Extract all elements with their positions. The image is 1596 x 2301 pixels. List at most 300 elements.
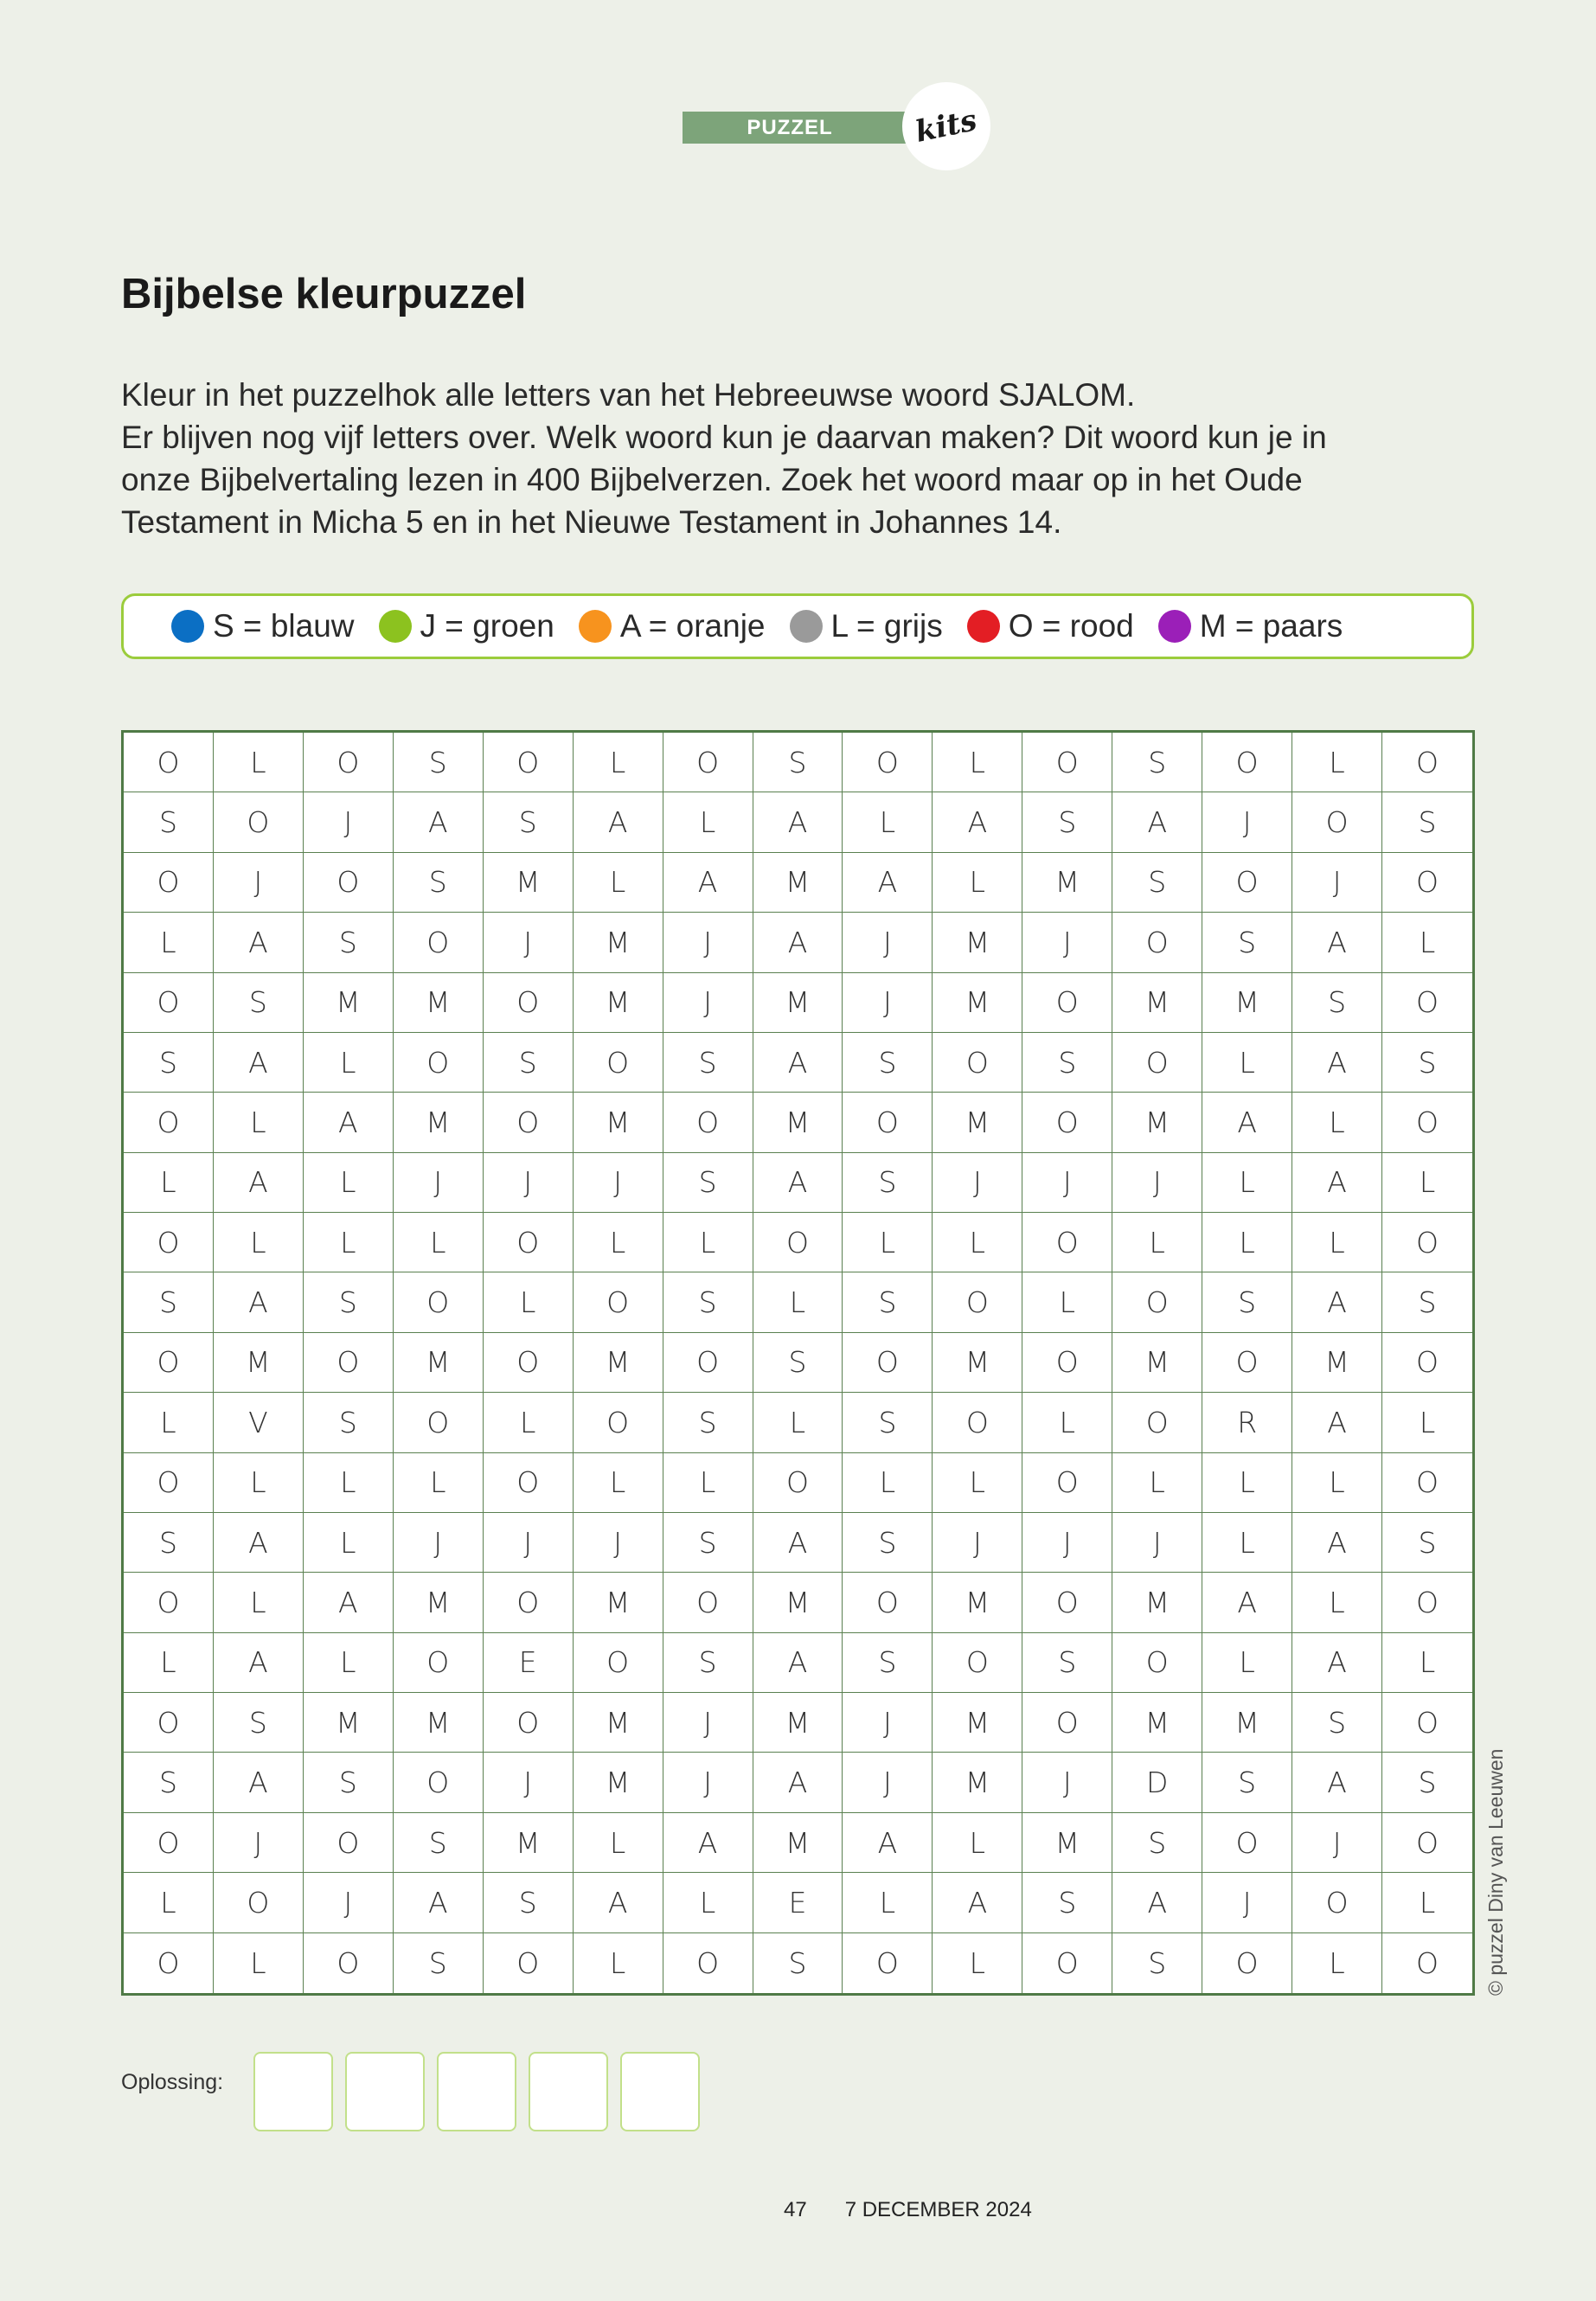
grid-cell[interactable]: O (1022, 1213, 1112, 1272)
grid-cell[interactable]: A (1292, 1633, 1382, 1693)
grid-cell[interactable]: L (1202, 1213, 1292, 1272)
grid-cell[interactable]: A (843, 1813, 933, 1873)
grid-cell[interactable]: M (933, 1093, 1022, 1152)
grid-cell[interactable]: L (574, 1453, 663, 1513)
grid-cell[interactable]: M (574, 1753, 663, 1812)
grid-cell[interactable]: O (484, 1333, 574, 1393)
solution-box[interactable] (345, 2052, 425, 2131)
grid-cell[interactable]: A (843, 853, 933, 913)
grid-cell[interactable]: M (1112, 1333, 1202, 1393)
grid-cell[interactable]: L (1202, 1513, 1292, 1573)
grid-cell[interactable]: S (214, 973, 304, 1033)
grid-cell[interactable]: J (1022, 1753, 1112, 1812)
grid-cell[interactable]: O (663, 1573, 753, 1632)
grid-cell[interactable]: J (484, 1153, 574, 1213)
grid-cell[interactable]: L (1292, 1213, 1382, 1272)
grid-cell[interactable]: O (574, 1033, 663, 1093)
grid-cell[interactable]: M (933, 973, 1022, 1033)
grid-cell[interactable]: L (574, 1813, 663, 1873)
grid-cell[interactable]: L (1112, 1453, 1202, 1513)
grid-cell[interactable]: L (843, 792, 933, 852)
grid-cell[interactable]: L (1202, 1033, 1292, 1093)
grid-cell[interactable]: A (214, 913, 304, 972)
grid-cell[interactable]: M (933, 1693, 1022, 1753)
grid-cell[interactable]: S (1022, 792, 1112, 852)
grid-cell[interactable]: O (843, 1933, 933, 1993)
grid-cell[interactable]: S (394, 733, 484, 792)
grid-cell[interactable]: S (394, 1813, 484, 1873)
grid-cell[interactable]: J (214, 853, 304, 913)
grid-cell[interactable]: O (843, 1333, 933, 1393)
grid-cell[interactable]: J (574, 1153, 663, 1213)
grid-cell[interactable]: J (214, 1813, 304, 1873)
grid-cell[interactable]: L (394, 1453, 484, 1513)
grid-cell[interactable]: D (1112, 1753, 1202, 1812)
grid-cell[interactable]: S (843, 1633, 933, 1693)
grid-cell[interactable]: A (663, 1813, 753, 1873)
grid-cell[interactable]: A (753, 1513, 843, 1573)
grid-cell[interactable]: O (304, 853, 394, 913)
grid-cell[interactable]: J (484, 913, 574, 972)
grid-cell[interactable]: M (304, 1693, 394, 1753)
grid-cell[interactable]: S (1202, 1272, 1292, 1332)
grid-cell[interactable]: L (304, 1153, 394, 1213)
grid-cell[interactable]: A (933, 1873, 1022, 1932)
grid-cell[interactable]: M (1022, 1813, 1112, 1873)
grid-cell[interactable]: O (753, 1453, 843, 1513)
grid-cell[interactable]: A (1292, 1033, 1382, 1093)
grid-cell[interactable]: L (574, 853, 663, 913)
grid-cell[interactable]: O (124, 1813, 214, 1873)
grid-cell[interactable]: S (124, 1513, 214, 1573)
grid-cell[interactable]: A (214, 1633, 304, 1693)
grid-cell[interactable]: L (933, 1453, 1022, 1513)
grid-cell[interactable]: L (1382, 1393, 1472, 1452)
grid-cell[interactable]: O (843, 1093, 933, 1152)
grid-cell[interactable]: L (933, 1813, 1022, 1873)
grid-cell[interactable]: M (304, 973, 394, 1033)
grid-cell[interactable]: V (214, 1393, 304, 1452)
grid-cell[interactable]: S (124, 792, 214, 852)
grid-cell[interactable]: M (1112, 1093, 1202, 1152)
grid-cell[interactable]: J (304, 1873, 394, 1932)
grid-cell[interactable]: O (394, 1033, 484, 1093)
grid-cell[interactable]: S (1382, 1272, 1472, 1332)
grid-cell[interactable]: M (484, 853, 574, 913)
grid-cell[interactable]: S (124, 1753, 214, 1812)
grid-cell[interactable]: O (1202, 1333, 1292, 1393)
grid-cell[interactable]: M (753, 973, 843, 1033)
grid-cell[interactable]: E (484, 1633, 574, 1693)
grid-cell[interactable]: A (304, 1573, 394, 1632)
grid-cell[interactable]: L (1022, 1393, 1112, 1452)
grid-cell[interactable]: L (214, 1573, 304, 1632)
grid-cell[interactable]: M (933, 1573, 1022, 1632)
grid-cell[interactable]: O (1202, 1933, 1292, 1993)
grid-cell[interactable]: O (124, 973, 214, 1033)
grid-cell[interactable]: O (124, 733, 214, 792)
grid-cell[interactable]: L (843, 1873, 933, 1932)
grid-cell[interactable]: O (1202, 733, 1292, 792)
grid-cell[interactable]: O (124, 1333, 214, 1393)
grid-cell[interactable]: L (933, 1933, 1022, 1993)
solution-box[interactable] (529, 2052, 608, 2131)
grid-cell[interactable]: J (574, 1513, 663, 1573)
grid-cell[interactable]: S (484, 1873, 574, 1932)
grid-cell[interactable]: A (753, 1633, 843, 1693)
grid-cell[interactable]: O (574, 1393, 663, 1452)
grid-cell[interactable]: L (394, 1213, 484, 1272)
grid-cell[interactable]: L (1382, 1153, 1472, 1213)
grid-cell[interactable]: A (933, 792, 1022, 852)
grid-cell[interactable]: M (574, 973, 663, 1033)
grid-cell[interactable]: J (843, 1753, 933, 1812)
grid-cell[interactable]: O (124, 1693, 214, 1753)
grid-cell[interactable]: O (484, 1693, 574, 1753)
grid-cell[interactable]: S (753, 1333, 843, 1393)
grid-cell[interactable]: A (1112, 1873, 1202, 1932)
grid-cell[interactable]: O (124, 1573, 214, 1632)
grid-cell[interactable]: L (663, 1453, 753, 1513)
grid-cell[interactable]: E (753, 1873, 843, 1932)
grid-cell[interactable]: M (1022, 853, 1112, 913)
grid-cell[interactable]: S (663, 1272, 753, 1332)
grid-cell[interactable]: L (124, 1873, 214, 1932)
grid-cell[interactable]: S (394, 853, 484, 913)
grid-cell[interactable]: M (933, 1753, 1022, 1812)
grid-cell[interactable]: R (1202, 1393, 1292, 1452)
grid-cell[interactable]: S (843, 1272, 933, 1332)
grid-cell[interactable]: J (304, 792, 394, 852)
grid-cell[interactable]: J (1202, 1873, 1292, 1932)
grid-cell[interactable]: O (1022, 1453, 1112, 1513)
grid-cell[interactable]: O (484, 733, 574, 792)
grid-cell[interactable]: L (1202, 1153, 1292, 1213)
grid-cell[interactable]: S (753, 1933, 843, 1993)
grid-cell[interactable]: L (1382, 1633, 1472, 1693)
grid-cell[interactable]: S (1112, 1933, 1202, 1993)
grid-cell[interactable]: O (1112, 1633, 1202, 1693)
grid-cell[interactable]: S (1382, 792, 1472, 852)
grid-cell[interactable]: L (304, 1453, 394, 1513)
grid-cell[interactable]: M (574, 1333, 663, 1393)
grid-cell[interactable]: A (214, 1753, 304, 1812)
grid-cell[interactable]: L (214, 1453, 304, 1513)
grid-cell[interactable]: O (753, 1213, 843, 1272)
grid-cell[interactable]: L (933, 733, 1022, 792)
grid-cell[interactable]: L (304, 1633, 394, 1693)
grid-cell[interactable]: J (484, 1753, 574, 1812)
grid-cell[interactable]: J (1112, 1513, 1202, 1573)
grid-cell[interactable]: S (214, 1693, 304, 1753)
grid-cell[interactable]: S (843, 1033, 933, 1093)
grid-cell[interactable]: S (663, 1513, 753, 1573)
grid-cell[interactable]: A (753, 792, 843, 852)
grid-cell[interactable]: A (1202, 1093, 1292, 1152)
grid-cell[interactable]: M (394, 1333, 484, 1393)
grid-cell[interactable]: O (1022, 1333, 1112, 1393)
grid-cell[interactable]: M (574, 913, 663, 972)
grid-cell[interactable]: M (484, 1813, 574, 1873)
grid-cell[interactable]: O (214, 1873, 304, 1932)
grid-cell[interactable]: L (214, 1093, 304, 1152)
grid-cell[interactable]: O (1382, 853, 1472, 913)
grid-cell[interactable]: O (124, 1933, 214, 1993)
grid-cell[interactable]: A (753, 1153, 843, 1213)
grid-cell[interactable]: O (1292, 1873, 1382, 1932)
grid-cell[interactable]: M (753, 1093, 843, 1152)
grid-cell[interactable]: J (1022, 913, 1112, 972)
grid-cell[interactable]: L (484, 1272, 574, 1332)
grid-cell[interactable]: A (574, 1873, 663, 1932)
grid-cell[interactable]: L (124, 1153, 214, 1213)
grid-cell[interactable]: J (843, 913, 933, 972)
grid-cell[interactable]: O (1382, 1093, 1472, 1152)
grid-cell[interactable]: L (1292, 1933, 1382, 1993)
grid-cell[interactable]: L (1292, 733, 1382, 792)
grid-cell[interactable]: M (1292, 1333, 1382, 1393)
grid-cell[interactable]: J (663, 1753, 753, 1812)
grid-cell[interactable]: J (1292, 853, 1382, 913)
grid-cell[interactable]: O (394, 1393, 484, 1452)
grid-cell[interactable]: A (1292, 1753, 1382, 1812)
grid-cell[interactable]: L (124, 1633, 214, 1693)
grid-cell[interactable]: M (394, 1093, 484, 1152)
grid-cell[interactable]: A (753, 913, 843, 972)
grid-cell[interactable]: J (1112, 1153, 1202, 1213)
grid-cell[interactable]: O (124, 1453, 214, 1513)
grid-cell[interactable]: O (484, 1933, 574, 1993)
solution-box[interactable] (253, 2052, 333, 2131)
grid-cell[interactable]: O (394, 1753, 484, 1812)
grid-cell[interactable]: O (1112, 1033, 1202, 1093)
grid-cell[interactable]: J (1022, 1513, 1112, 1573)
grid-cell[interactable]: S (1292, 1693, 1382, 1753)
grid-cell[interactable]: L (574, 1933, 663, 1993)
grid-cell[interactable]: M (214, 1333, 304, 1393)
grid-cell[interactable]: O (484, 1453, 574, 1513)
grid-cell[interactable]: O (1112, 913, 1202, 972)
grid-cell[interactable]: O (304, 733, 394, 792)
grid-cell[interactable]: A (1202, 1573, 1292, 1632)
grid-cell[interactable]: M (574, 1693, 663, 1753)
grid-cell[interactable]: L (124, 913, 214, 972)
grid-cell[interactable]: L (843, 1453, 933, 1513)
grid-cell[interactable]: S (1112, 1813, 1202, 1873)
grid-cell[interactable]: O (1416, 1945, 1439, 1980)
grid-cell[interactable]: L (304, 1513, 394, 1573)
grid-cell[interactable]: J (394, 1513, 484, 1573)
grid-cell[interactable]: O (304, 1333, 394, 1393)
grid-cell[interactable]: M (753, 1573, 843, 1632)
grid-cell[interactable]: O (1382, 1453, 1472, 1513)
grid-cell[interactable]: S (1292, 973, 1382, 1033)
grid-cell[interactable]: O (394, 1272, 484, 1332)
grid-cell[interactable]: A (214, 1513, 304, 1573)
grid-cell[interactable]: J (1202, 792, 1292, 852)
grid-cell[interactable]: A (753, 1753, 843, 1812)
grid-cell[interactable]: O (574, 1272, 663, 1332)
grid-cell[interactable]: S (1382, 1753, 1472, 1812)
grid-cell[interactable]: J (663, 1693, 753, 1753)
grid-cell[interactable]: S (484, 1033, 574, 1093)
grid-cell[interactable]: S (1202, 913, 1292, 972)
grid-cell[interactable]: S (843, 1153, 933, 1213)
grid-cell[interactable]: L (124, 1393, 214, 1452)
grid-cell[interactable]: L (214, 733, 304, 792)
grid-cell[interactable]: J (843, 973, 933, 1033)
grid-cell[interactable]: L (214, 1213, 304, 1272)
grid-cell[interactable]: O (1112, 1272, 1202, 1332)
grid-cell[interactable]: J (1022, 1153, 1112, 1213)
grid-cell[interactable]: A (394, 792, 484, 852)
grid-cell[interactable]: A (663, 853, 753, 913)
grid-cell[interactable]: S (124, 1033, 214, 1093)
grid-cell[interactable]: A (214, 1033, 304, 1093)
grid-cell[interactable]: L (1112, 1213, 1202, 1272)
solution-box[interactable] (620, 2052, 700, 2131)
grid-cell[interactable]: O (1022, 1933, 1112, 1993)
grid-cell[interactable]: M (1112, 973, 1202, 1033)
grid-cell[interactable]: M (1202, 1693, 1292, 1753)
grid-cell[interactable]: O (304, 1813, 394, 1873)
grid-cell[interactable]: O (933, 1033, 1022, 1093)
grid-cell[interactable]: O (394, 913, 484, 972)
grid-cell[interactable]: O (1022, 733, 1112, 792)
grid-cell[interactable]: J (843, 1693, 933, 1753)
grid-cell[interactable]: M (933, 913, 1022, 972)
grid-cell[interactable]: L (1292, 1573, 1382, 1632)
grid-cell[interactable]: S (1022, 1633, 1112, 1693)
grid-cell[interactable]: O (1022, 1573, 1112, 1632)
grid-cell[interactable]: M (1112, 1693, 1202, 1753)
grid-cell[interactable]: S (304, 1393, 394, 1452)
grid-cell[interactable]: L (663, 1213, 753, 1272)
grid-cell[interactable]: O (1382, 1693, 1472, 1753)
grid-cell[interactable]: O (1382, 1213, 1472, 1272)
grid-cell[interactable]: O (484, 973, 574, 1033)
grid-cell[interactable]: S (663, 1033, 753, 1093)
grid-cell[interactable]: O (214, 792, 304, 852)
grid-cell[interactable]: O (484, 1093, 574, 1152)
grid-cell[interactable]: O (304, 1933, 394, 1993)
grid-cell[interactable]: L (574, 733, 663, 792)
grid-cell[interactable]: L (753, 1272, 843, 1332)
grid-cell[interactable]: L (1382, 1873, 1472, 1932)
grid-cell[interactable]: L (1202, 1633, 1292, 1693)
grid-cell[interactable]: O (124, 1093, 214, 1152)
grid-cell[interactable]: O (933, 1272, 1022, 1332)
grid-cell[interactable]: O (1292, 792, 1382, 852)
grid-cell[interactable]: M (753, 1693, 843, 1753)
grid-cell[interactable]: O (484, 1213, 574, 1272)
grid-cell[interactable]: L (933, 853, 1022, 913)
grid-cell[interactable]: A (1292, 1513, 1382, 1573)
grid-cell[interactable]: S (663, 1393, 753, 1452)
grid-cell[interactable]: L (214, 1933, 304, 1993)
grid-cell[interactable]: L (1292, 1093, 1382, 1152)
grid-cell[interactable]: M (574, 1093, 663, 1152)
grid-cell[interactable]: L (1382, 913, 1472, 972)
grid-cell[interactable]: O (933, 1633, 1022, 1693)
grid-cell[interactable]: L (663, 1873, 753, 1932)
grid-cell[interactable]: A (214, 1153, 304, 1213)
grid-cell[interactable]: O (663, 1093, 753, 1152)
grid-cell[interactable]: S (1022, 1873, 1112, 1932)
grid-cell[interactable]: O (1022, 1093, 1112, 1152)
grid-cell[interactable]: L (843, 1213, 933, 1272)
grid-cell[interactable]: O (933, 1393, 1022, 1452)
grid-cell[interactable]: A (753, 1033, 843, 1093)
grid-cell[interactable]: M (394, 1693, 484, 1753)
grid-cell[interactable]: O (1202, 1813, 1292, 1873)
solution-box[interactable] (437, 2052, 516, 2131)
grid-cell[interactable]: S (304, 913, 394, 972)
grid-cell[interactable]: S (1112, 853, 1202, 913)
grid-cell[interactable]: O (484, 1573, 574, 1632)
grid-cell[interactable]: S (1022, 1033, 1112, 1093)
grid-cell[interactable]: A (1292, 913, 1382, 972)
grid-cell[interactable]: A (1292, 1393, 1382, 1452)
grid-cell[interactable]: O (1022, 1693, 1112, 1753)
grid-cell[interactable]: M (574, 1573, 663, 1632)
grid-cell[interactable]: S (484, 792, 574, 852)
grid-cell[interactable]: J (933, 1153, 1022, 1213)
grid-cell[interactable]: O (124, 1213, 214, 1272)
grid-cell[interactable]: S (843, 1393, 933, 1452)
grid-cell[interactable]: S (1202, 1753, 1292, 1812)
grid-cell[interactable]: A (1292, 1272, 1382, 1332)
grid-cell[interactable]: J (663, 973, 753, 1033)
grid-cell[interactable]: S (843, 1513, 933, 1573)
grid-cell[interactable]: O (574, 1633, 663, 1693)
grid-cell[interactable]: L (1292, 1453, 1382, 1513)
grid-cell[interactable]: O (1022, 973, 1112, 1033)
grid-cell[interactable]: S (1382, 1513, 1472, 1573)
grid-cell[interactable]: S (1112, 733, 1202, 792)
grid-cell[interactable]: O (394, 1633, 484, 1693)
grid-cell[interactable]: M (394, 973, 484, 1033)
grid-cell[interactable]: O (1382, 1333, 1472, 1393)
grid-cell[interactable]: J (394, 1153, 484, 1213)
grid-cell[interactable]: L (484, 1393, 574, 1452)
grid-cell[interactable]: O (843, 733, 933, 792)
grid-cell[interactable]: M (753, 853, 843, 913)
grid-cell[interactable]: O (124, 853, 214, 913)
grid-cell[interactable]: M (753, 1813, 843, 1873)
grid-cell[interactable]: A (394, 1873, 484, 1932)
grid-cell[interactable]: O (663, 733, 753, 792)
grid-cell[interactable]: L (753, 1393, 843, 1452)
grid-cell[interactable]: A (574, 792, 663, 852)
grid-cell[interactable]: O (1202, 853, 1292, 913)
grid-cell[interactable]: M (1112, 1573, 1202, 1632)
grid-cell[interactable]: A (214, 1272, 304, 1332)
grid-cell[interactable]: M (394, 1573, 484, 1632)
grid-cell[interactable]: O (1382, 1813, 1472, 1873)
grid-cell[interactable]: L (933, 1213, 1022, 1272)
grid-cell[interactable]: L (574, 1213, 663, 1272)
grid-cell[interactable]: L (1202, 1453, 1292, 1513)
grid-cell[interactable]: O (1382, 1573, 1472, 1632)
grid-cell[interactable]: S (1382, 1033, 1472, 1093)
grid-cell[interactable]: J (933, 1513, 1022, 1573)
grid-cell[interactable]: S (304, 1753, 394, 1812)
grid-cell[interactable]: O (1382, 733, 1472, 792)
grid-cell[interactable]: S (394, 1933, 484, 1993)
grid-cell[interactable]: J (663, 913, 753, 972)
grid-cell[interactable]: S (304, 1272, 394, 1332)
